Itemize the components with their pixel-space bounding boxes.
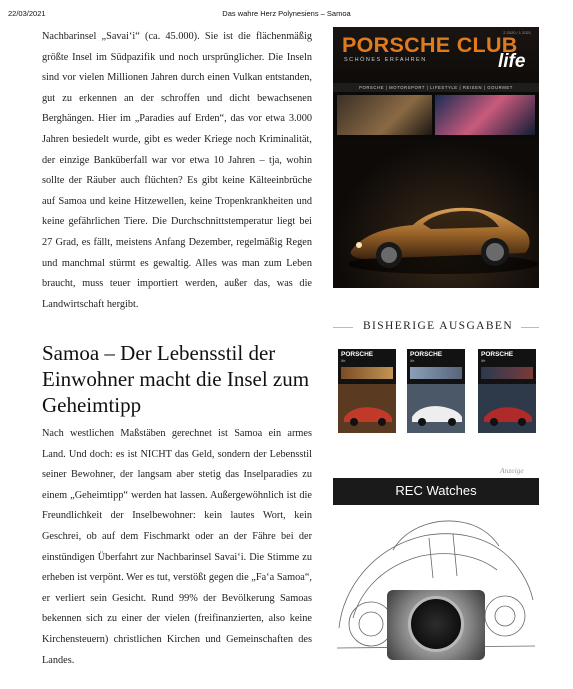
previous-issues-heading: BISHERIGE AUSGABEN bbox=[362, 320, 514, 332]
section-heading: Samoa – Der Lebensstil der Einwohner macht die Insel zum Geheimtipp bbox=[42, 341, 310, 417]
article-paragraph-2: Nach westlichen Maßstäben gerechnet ist Samoa ein armes Land. Und doch: es ist NICHT das Geld, sondern der Lebensstil seiner Bewohner, der langsam aber stetig das Inselparadies zu einem „Geheimtipp“ werden hat lassen. Außergewöhnlich ist die Freundlichkeit der Inselbewohner: kein lautes Wort, kein Geschrei, ob auf dem Fischmarkt oder an der Fähre bei der einstündigen Überfahrt zur Nachbarinsel Savai‘i. Die Stimme zu erheben ist verpönt. Wer es tut, verstößt gegen die „Fa‘a Samoa“, er verliert sein Gesicht. Rund 99% der Bevölkerung Samoas bekennen sich zu einer der vielen (freifinanzierten, also keine Kirchensteuern) christlichen Kirchen und Gemeinschaften des Landes. bbox=[42, 428, 312, 666]
cover-subtitle: SCHÖNES ERFAHREN bbox=[344, 57, 427, 63]
thumb-photo bbox=[481, 367, 533, 379]
cover-life-logo: life bbox=[498, 51, 526, 72]
print-page-title: Das wahre Herz Polynesiens – Samoa bbox=[222, 9, 351, 18]
cover-brand: PORSCHE CLUB bbox=[342, 33, 518, 57]
divider-right bbox=[521, 327, 539, 328]
ad-title: REC Watches bbox=[395, 483, 477, 498]
cover-nav: PORSCHE | MOTORSPORT | LIFESTYLE | REISEN | GOURMET bbox=[333, 83, 539, 92]
cover-car-photo bbox=[333, 139, 539, 288]
cover-photo-left bbox=[337, 95, 432, 135]
thumb-car bbox=[407, 384, 465, 433]
rec-watches-ad[interactable] bbox=[333, 478, 539, 663]
thumb-logo: life bbox=[481, 359, 486, 363]
watch-dial-icon bbox=[408, 596, 464, 652]
thumb-car bbox=[338, 384, 396, 433]
cover-issue: 2 2020 / 1 2021 bbox=[503, 30, 531, 35]
magazine-cover[interactable] bbox=[333, 27, 539, 288]
issue-thumbnail-3[interactable] bbox=[478, 349, 536, 433]
thumb-photo bbox=[341, 367, 393, 379]
thumb-brand: PORSCHE bbox=[341, 351, 374, 358]
thumb-photo bbox=[410, 367, 462, 379]
article-paragraph-1: Nachbarinsel „Savai‘i“ (ca. 45.000). Sie ist die flächenmäßig größte Insel im Südpazifik und noch ursprünglicher. Die Inseln sind vor vielen Millionen Jahren durch einen Vulkan entstanden, gut zu erkennen an der schroffen und dicht bewachsenen Berghängen. Hier im „Paradies auf Erden“, das vor etwa 3.000 Jahren besiedelt wurde, gibt es weder Kriege noch Kriminalität, der einzige Banküberfall war vor etwa 10 Jahren – tja, wohin sollte der Räuber auch flüchten? Es gibt keine Kälteeinbrüche auf Samoa und keine Hitzewellen, keine Tropenkrankheiten und keine gefährlichen Tiere. Die Durchschnittstemperatur liegt bei 27 Grad, es fällt, meistens Anfang Dezember, regelmäßig Regen und manchmal stürmt es gewaltig. Alles was man zum Leben braucht, muss teuer importiert werden, außer das, was die Landwirtschaft hergibt. bbox=[42, 31, 312, 310]
ad-label: Anzeige bbox=[500, 466, 524, 475]
print-date: 22/03/2021 bbox=[8, 9, 46, 18]
thumb-brand: PORSCHE bbox=[481, 351, 514, 358]
thumb-logo: life bbox=[410, 359, 415, 363]
print-header bbox=[0, 9, 573, 21]
divider-left bbox=[333, 327, 353, 328]
thumb-brand: PORSCHE bbox=[410, 351, 443, 358]
porsche-car-illustration bbox=[333, 139, 539, 288]
thumb-logo: life bbox=[341, 359, 346, 363]
cover-photo-right bbox=[435, 95, 535, 135]
issue-thumbnail-1[interactable] bbox=[338, 349, 396, 433]
issue-thumbnail-2[interactable] bbox=[407, 349, 465, 433]
thumb-car bbox=[478, 384, 536, 433]
